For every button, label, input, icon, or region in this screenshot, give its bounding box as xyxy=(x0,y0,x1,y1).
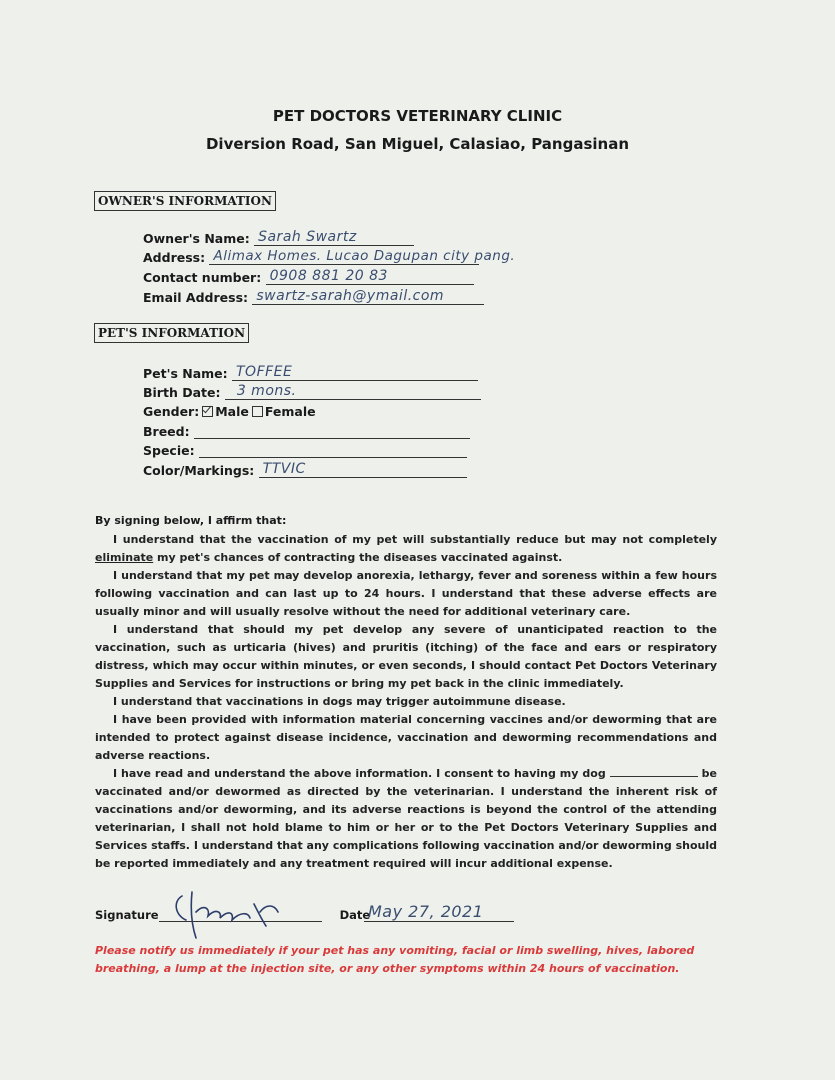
pet-section-heading: PET'S INFORMATION xyxy=(94,323,249,343)
affirmation-title: By signing below, I affirm that: xyxy=(95,514,287,527)
handwritten-signature xyxy=(170,882,290,942)
owner-name-line[interactable] xyxy=(254,229,414,246)
pet-specie-line[interactable] xyxy=(199,444,467,458)
gender-male-label: Male xyxy=(215,404,249,419)
affirm-paragraph-6 xyxy=(95,765,717,873)
owner-contact-field xyxy=(143,270,474,285)
symptom-notice: Please notify us immediately if your pet has any vomiting, facial or limb swelling, hives, labored breathing, a lump at the injection site, or any other symptoms within 24 hours of vaccination. xyxy=(95,944,695,975)
owner-address-line[interactable] xyxy=(209,248,516,265)
owner-email-field xyxy=(143,290,484,305)
pet-breed-field xyxy=(143,424,470,439)
affirm-p1-text-end: my pet's chances of contracting the diseases vaccinated against. xyxy=(153,551,563,564)
clinic-address: Diversion Road, San Miguel, Calasiao, Pangasinan xyxy=(205,135,629,153)
owner-address-label: Address: xyxy=(143,250,206,265)
pet-name-value: TOFFEE xyxy=(236,364,293,380)
pet-name-label: Pet's Name: xyxy=(143,366,228,381)
affirm-paragraph-5: I have been provided with information material concerning vaccines and/or deworming that are intended to protect against disease incidence, vaccination and deworming recommendations and adverse reactions. xyxy=(95,713,717,762)
gender-female-checkbox[interactable] xyxy=(252,406,263,417)
owner-contact-value: 0908 881 20 83 xyxy=(269,268,388,284)
affirm-p6-text-end: be vaccinated and/or dewormed as directed by the veterinarian. I understand the inherent risk of vaccinations and/or deworming, and its adverse reactions is beyond the control of the attending veterinarian, I shall not hold blame to him or her or to the Pet Doctors Veterinary Supplies and Services staffs. I understand that any complications following vaccination and/or deworming should be reported immediately and any treatment required will incur additional expense. xyxy=(95,767,717,870)
owner-address-field xyxy=(143,248,516,265)
date-value: May 27, 2021 xyxy=(368,902,484,921)
owner-address-value: Alimax Homes. Lucao Dagupan city pang. xyxy=(213,248,516,264)
owner-section-heading: OWNER'S INFORMATION xyxy=(94,191,276,211)
affirm-paragraph-2: I understand that my pet may develop anorexia, lethargy, fever and soreness within a few hours following vaccination and can last up to 24 hours. I understand that these adverse effects are usually minor and will usually resolve without the need for additional veterinary care. xyxy=(95,569,717,618)
pet-name-field xyxy=(143,366,478,381)
pet-birth-label: Birth Date: xyxy=(143,385,221,400)
pet-breed-label: Breed: xyxy=(143,424,190,439)
affirm-paragraph-3: I understand that should my pet develop any severe of unanticipated reaction to the vaccination, such as urticaria (hives) and pruritis (itching) of the face and ears or respiratory distress, which may occur within minutes, or even seconds, I should contact Pet Doctors Veterinary Supplies and Services for instructions or bring my pet back in the clinic immediately. xyxy=(95,623,717,690)
gender-male-checkbox[interactable] xyxy=(202,406,213,417)
date-label: Date xyxy=(339,908,371,922)
affirm-paragraph-1 xyxy=(95,531,717,567)
date-line[interactable] xyxy=(364,903,514,922)
pet-name-line[interactable] xyxy=(232,364,478,381)
pet-gender-field xyxy=(143,404,316,419)
owner-name-field xyxy=(143,231,414,246)
signature-label: Signature xyxy=(95,908,159,922)
pet-color-label: Color/Markings: xyxy=(143,463,255,478)
pet-gender-label: Gender: xyxy=(143,404,200,419)
pet-breed-line[interactable] xyxy=(194,425,470,439)
owner-email-label: Email Address: xyxy=(143,290,249,305)
gender-female-label: Female xyxy=(264,404,316,419)
pet-color-value: TTVIC xyxy=(262,461,306,477)
pet-specie-field xyxy=(143,443,467,458)
pet-birth-value: 3 mons. xyxy=(236,383,297,399)
pet-specie-label: Specie: xyxy=(143,443,195,458)
owner-contact-label: Contact number: xyxy=(143,270,262,285)
clinic-name: PET DOCTORS VETERINARY CLINIC xyxy=(272,107,563,125)
consent-dog-blank[interactable] xyxy=(610,766,698,777)
affirm-paragraph-4: I understand that vaccinations in dogs may trigger autoimmune disease. xyxy=(113,695,566,708)
pet-birth-line[interactable] xyxy=(225,383,481,400)
owner-name-label: Owner's Name: xyxy=(143,231,250,246)
affirm-p6-text: I have read and understand the above information. I consent to having my dog xyxy=(113,767,606,780)
affirmation-body xyxy=(95,531,717,873)
owner-name-value: Sarah Swartz xyxy=(258,229,357,245)
owner-email-line[interactable] xyxy=(252,288,484,305)
pet-color-line[interactable] xyxy=(259,461,467,478)
pet-birth-field xyxy=(143,385,481,400)
affirm-p1-underlined: eliminate xyxy=(95,551,154,564)
owner-contact-line[interactable] xyxy=(266,268,474,285)
pet-color-field xyxy=(143,463,467,478)
owner-email-value: swartz-sarah@ymail.com xyxy=(256,288,445,304)
affirm-p1-text: I understand that the vaccination of my pet will substantially reduce but may not completely xyxy=(113,533,717,546)
